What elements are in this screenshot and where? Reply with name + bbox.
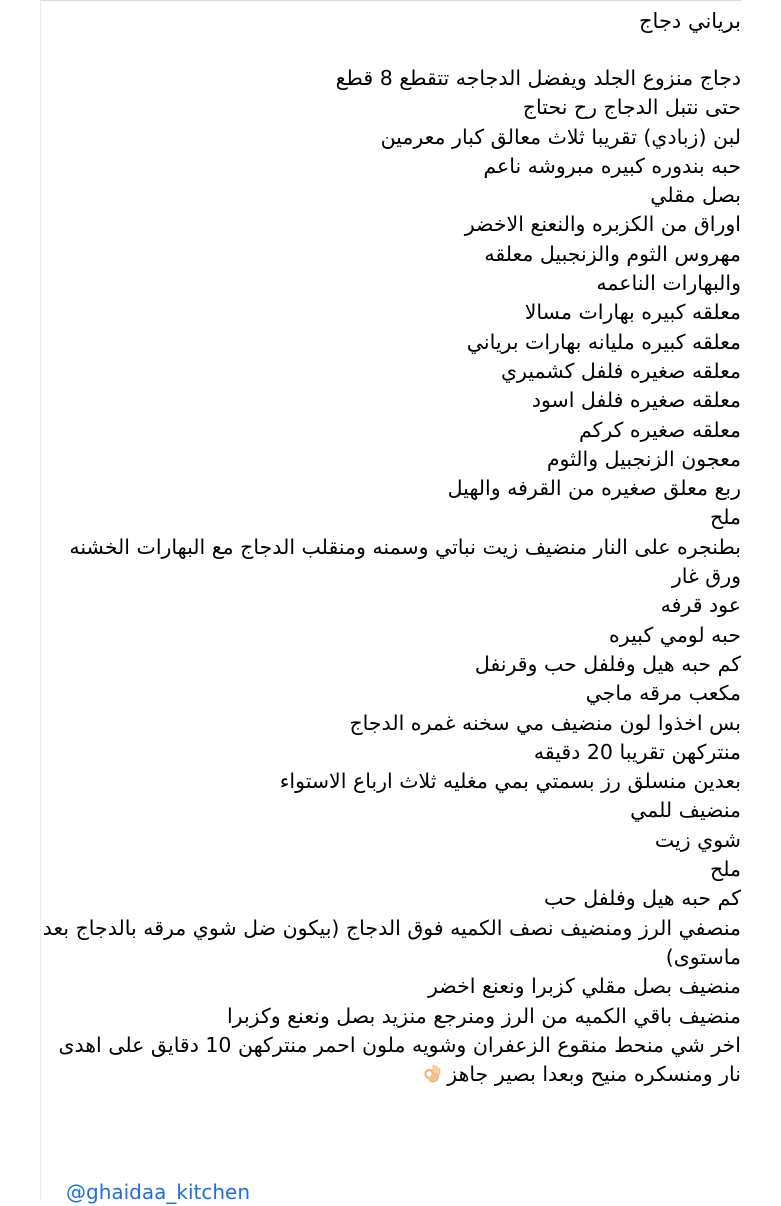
list-item: اوراق من الكزبره والنعنع الاخضر: [464, 212, 741, 237]
list-item: حبه بندوره كبيره مبروشه ناعم: [483, 153, 741, 178]
list-item: مكعب مرقه ماجي: [585, 681, 741, 706]
last-step-text: اخر شي منحط منقوع الزعفران وشويه ملون احمر منتركهن 10 دقايق على اهدى نار ومنسكره منيح وبعدا بصير جاهز: [58, 1032, 741, 1087]
list-item: [39, 1031, 741, 1090]
list-item: منضيف للمي: [630, 798, 741, 823]
list-item: معجون الزنجبيل والثوم: [546, 446, 741, 471]
list-item: ملح: [709, 505, 741, 530]
list-item: عود قرفه: [660, 593, 741, 618]
list-item: لبن (زبادي) تقريبا ثلاث معالق كبار معرمين: [380, 124, 741, 149]
list-item: كم حبه هيل وفلفل حب وقرنفل: [474, 651, 741, 676]
list-item: بعدين منسلق رز بسمتي بمي مغليه ثلاث ارباع الاستواء: [279, 769, 741, 794]
list-item: منضيف بصل مقلي كزبرا ونعنع اخضر: [428, 974, 741, 999]
ok-hand-icon: [421, 1062, 443, 1084]
list-item: منتركهن تقريبا 20 دقيقه: [533, 739, 741, 764]
list-item: معلقه كبيره بهارات مسالا: [524, 300, 741, 325]
list-item: منصفي الرز ومنضيف نصف الكميه فوق الدجاج (بيكون ضل شوي مرقه بالدجاج بعد ماستوى): [42, 915, 741, 969]
list-item: ربع معلق صغيره من القرفه والهيل: [447, 476, 741, 501]
list-item: معلقه صغيره فلفل اسود: [531, 388, 741, 413]
list-item: كم حبه هيل وفلفل حب: [543, 886, 741, 911]
instagram-handle[interactable]: @ghaidaa_kitchen: [66, 1180, 251, 1204]
list-item: معلقه صغيره كركم: [578, 417, 741, 442]
list-item: ورق غار: [671, 564, 741, 589]
list-item: بس اخذوا لون منضيف مي سخنه غمره الدجاج: [349, 710, 741, 735]
list-item: بصل مقلي: [650, 183, 741, 208]
list-item: معلقه صغيره فلفل كشميري: [500, 358, 741, 383]
list-item: شوي زيت: [654, 827, 741, 852]
top-divider: [40, 0, 741, 1]
list-item: حبه لومي كبيره: [609, 622, 741, 647]
list-item: مهروس الثوم والزنجبيل معلقه: [484, 241, 741, 266]
list-item: منضيف باقي الكميه من الرز ومنرجع منزيد بصل ونعنع وكزبرا: [226, 1003, 741, 1028]
list-item: بطنجره على النار منضيف زيت نباتي وسمنه ومنقلب الدجاج مع البهارات الخشنه: [69, 534, 741, 559]
list-item: دجاج منزوع الجلد ويفضل الدجاجه تتقطع 8 قطع: [335, 66, 741, 90]
note-title: برياني دجاج: [639, 9, 741, 33]
list-item: والبهارات الناعمه: [596, 271, 741, 296]
ingredient-list: [39, 64, 741, 1089]
list-item: ملح: [709, 857, 741, 882]
list-item: معلقه كبيره مليانه بهارات برياني: [466, 329, 741, 354]
note-body: [39, 6, 741, 1089]
list-item: حتى نتبل الدجاج رح نحتاج: [522, 95, 741, 120]
